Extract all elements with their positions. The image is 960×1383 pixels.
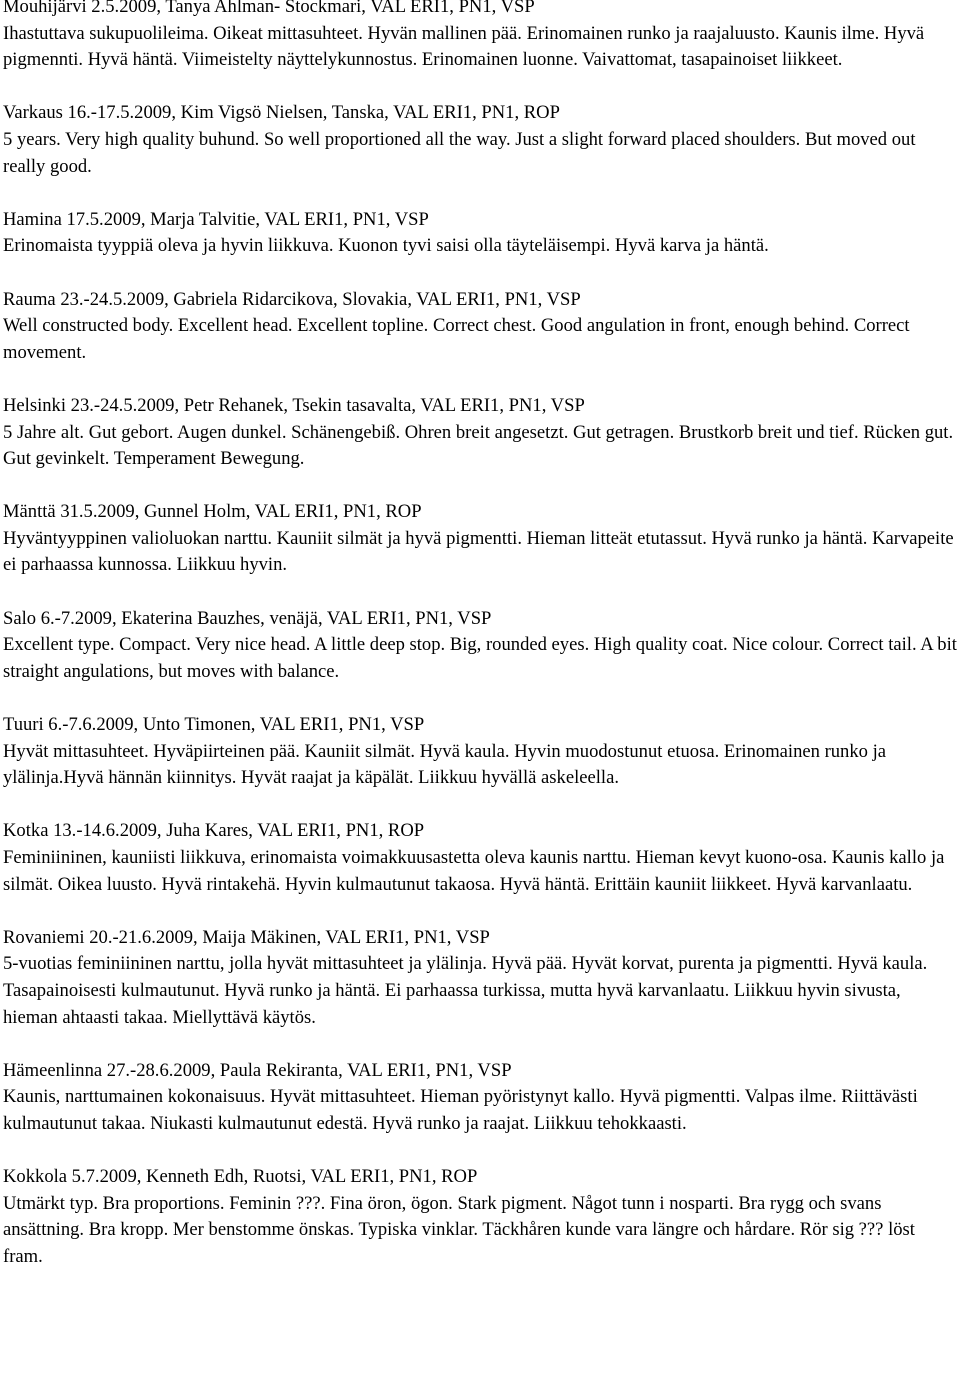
show-entry [3, 925, 958, 1031]
entry-header: Hamina 17.5.2009, Marja Talvitie, VAL ERI1, PN1, VSP [3, 208, 429, 230]
entry-critique: 5-vuotias feminiininen narttu, jolla hyvät mittasuhteet ja ylälinja. Hyvä pää. Hyvät korvat, purenta ja pigmentti. Hyvä kaula. Tasapainoisesti kulmautunut. Hyvä runko ja häntä. Ei parhaassa turkissa, mutta hyvä karvanlaatu. Liikkuu hyvin sivusta, hieman ahtaasti takaa. Miellyttävä käytös. [3, 953, 928, 1028]
entry-critique: Kaunis, narttumainen kokonaisuus. Hyvät mittasuhteet. Hieman pyöristynyt kallo. Hyvä pigmentti. Valpas ilme. Riittävästi kulmautunut takaa. Niukasti kulmautunut edestä. Hyvä runko ja raajat. Liikkuu tehokkaasti. [3, 1086, 918, 1134]
show-entry [3, 606, 958, 686]
entry-header: Tuuri 6.-7.6.2009, Unto Timonen, VAL ERI1, PN1, VSP [3, 714, 425, 736]
show-entry [3, 100, 958, 180]
entry-critique: Excellent type. Compact. Very nice head. A little deep stop. Big, rounded eyes. High quality coat. Nice colour. Correct tail. A bit straight angulations, but moves with balance. [3, 634, 957, 682]
entry-critique: 5 Jahre alt. Gut gebort. Augen dunkel. Schänengebiß. Ohren breit angesetzt. Gut getragen. Brustkorb breit und tief. Rücken gut. Gut gevinkelt. Temperament Bewegung. [3, 421, 954, 470]
entry-critique: Hyväntyyppinen valioluokan narttu. Kauniit silmät ja hyvä pigmentti. Hieman litteät etutassut. Hyvä runko ja häntä. Karvapeite ei parhaassa kunnossa. Liikkuu hyvin. [3, 527, 954, 576]
show-entry [3, 207, 958, 260]
show-entry [3, 0, 958, 74]
document-page [3, 0, 958, 1297]
entry-critique: Well constructed body. Excellent head. Excellent topline. Correct chest. Good angulation in front, enough behind. Correct movement. [3, 315, 910, 363]
show-entry [3, 499, 958, 579]
entry-header: Hämeenlinna 27.-28.6.2009, Paula Rekiranta, VAL ERI1, PN1, VSP [3, 1059, 512, 1081]
show-entry [3, 1164, 958, 1270]
entry-header: Mouhijärvi 2.5.2009, Tanya Ahlman- Stockmari, VAL ERI1, PN1, VSP [3, 0, 535, 17]
entry-critique: Feminiininen, kauniisti liikkuva, erinomaista voimakkuusastetta oleva kaunis narttu. Hieman kevyt kuono-osa. Kaunis kallo ja silmät. Oikea luusto. Hyvä rintakehä. Hyvin kulmautunut takaosa. Hyvä häntä. Erittäin kauniit liikkeet. Hyvä karvanlaatu. [3, 847, 945, 895]
show-entry [3, 393, 958, 473]
entry-header: Rauma 23.-24.5.2009, Gabriela Ridarcikova, Slovakia, VAL ERI1, PN1, VSP [3, 288, 581, 310]
show-entry [3, 712, 958, 792]
entry-critique: Hyvät mittasuhteet. Hyväpiirteinen pää. Kauniit silmät. Hyvä kaula. Hyvin muodostunut etuosa. Erinomainen runko ja ylälinja.Hyvä hännän kiinnitys. Hyvät raajat ja käpälät. Liikkuu hyvällä askeleella. [3, 740, 887, 789]
entry-critique: Ihastuttava sukupuolileima. Oikeat mittasuhteet. Hyvän mallinen pää. Erinomainen runko ja raajaluusto. Kaunis ilme. Hyvä pigmennti. Hyvä häntä. Viimeistelty näyttelykunnostus. Erinomainen luonne. Vaivattomat, tasapainoiset liikkeet. [3, 22, 925, 71]
entry-critique: Utmärkt typ. Bra proportions. Feminin ???. Fina öron, ögon. Stark pigment. Något tunn i nosparti. Bra rygg och svans ansättning. Bra kropp. Mer benstomme önskas. Typiska vinklar. Täckhåren kunde vara längre och hårdare. Rör sig ??? löst fram. [3, 1192, 915, 1267]
entry-header: Kokkola 5.7.2009, Kenneth Edh, Ruotsi, VAL ERI1, PN1, ROP [3, 1166, 478, 1188]
entry-header: Salo 6.-7.2009, Ekaterina Bauzhes, venäjä, VAL ERI1, PN1, VSP [3, 607, 492, 629]
entry-header: Mänttä 31.5.2009, Gunnel Holm, VAL ERI1, PN1, ROP [3, 501, 422, 523]
entry-header: Varkaus 16.-17.5.2009, Kim Vigsö Nielsen, Tanska, VAL ERI1, PN1, ROP [3, 102, 560, 124]
entry-header: Rovaniemi 20.-21.6.2009, Maija Mäkinen, VAL ERI1, PN1, VSP [3, 926, 490, 948]
show-entry [3, 1058, 958, 1138]
entry-header: Kotka 13.-14.6.2009, Juha Kares, VAL ERI1, PN1, ROP [3, 820, 425, 842]
show-entry [3, 287, 958, 367]
entry-critique: 5 years. Very high quality buhund. So well proportioned all the way. Just a slight forward placed shoulders. But moved out really good. [3, 128, 916, 177]
show-entry [3, 818, 958, 898]
entry-critique: Erinomaista tyyppiä oleva ja hyvin liikkuva. Kuonon tyvi saisi olla täyteläisempi. Hyvä karva ja häntä. [3, 235, 769, 257]
entry-header: Helsinki 23.-24.5.2009, Petr Rehanek, Tsekin tasavalta, VAL ERI1, PN1, VSP [3, 394, 585, 416]
